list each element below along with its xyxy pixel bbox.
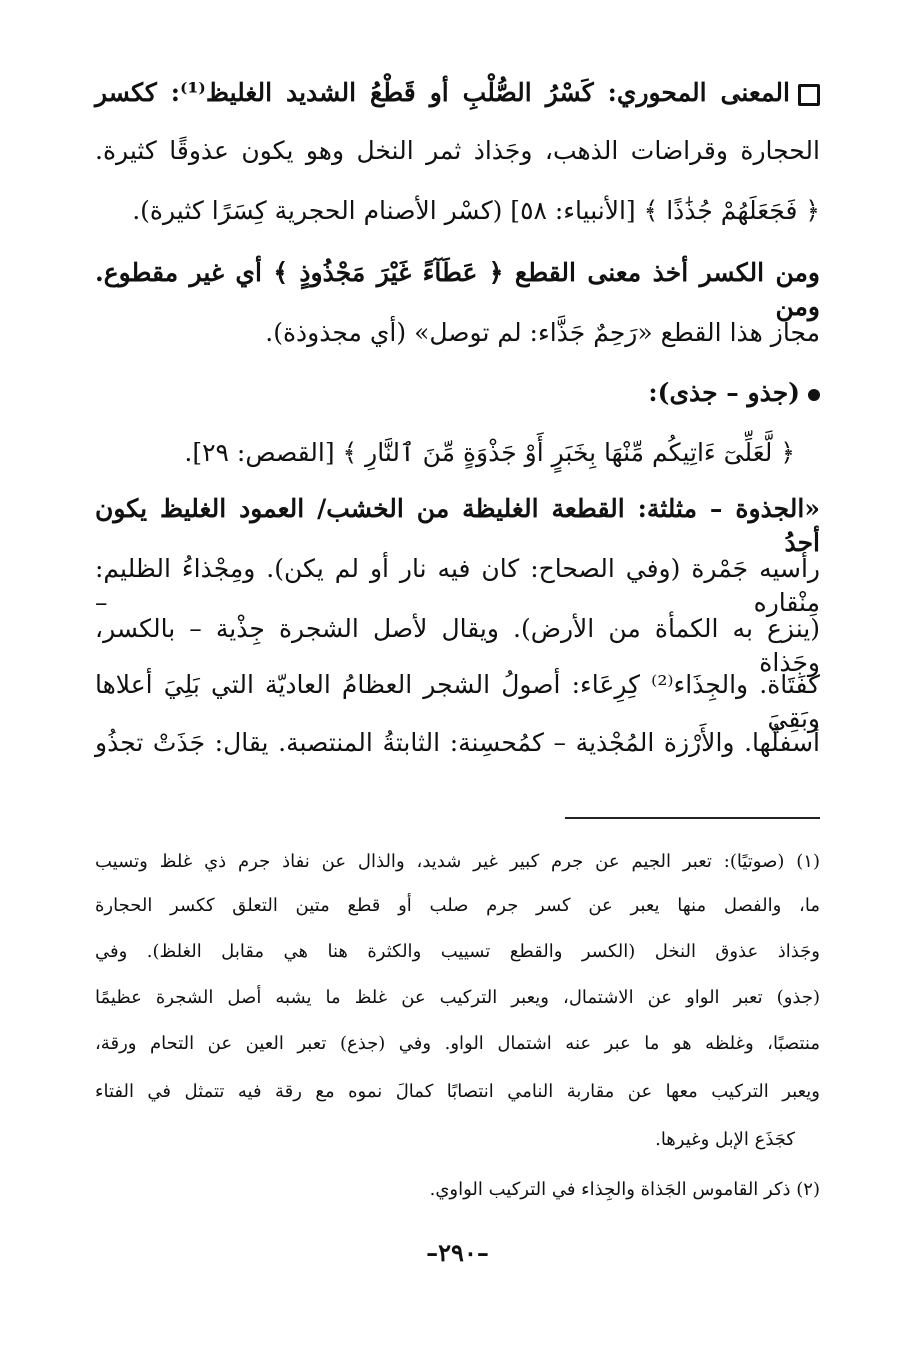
footnote-line-5 [95, 1030, 820, 1058]
footnote-line-5-text: منتصبًا، وغلظه هو ما عبر عنه اشتمال الواو. وفي (جذع) تعبر العين عن التحام ورقة، [95, 1033, 820, 1054]
section-heading [95, 376, 820, 410]
footnote-line-8 [95, 1176, 820, 1204]
main-line-9 [95, 552, 820, 617]
main-line-8-text: «الجذوة – مثلثة: القطعة الغليظة من الخشب/ العمود الغليظ يكون أحدُ [95, 494, 820, 557]
main-line-12 [95, 726, 820, 760]
footnote-line-4 [95, 984, 820, 1012]
footnote-line-3-text: وجَذاذ عذوق النخل (الكسر والقطع تسييب والكثرة هنا هي مقابل الغلظ). وفي [95, 941, 820, 962]
main-line-3-text: ﴿ فَجَعَلَهُمْ جُذَٰذًا ﴾ [الأنبياء: ٥٨] (كسْر الأصنام الحجرية كِسَرًا كثيرة). [132, 196, 820, 225]
footnote-line-7-text: كجَذَع الإبل وغيرها. [655, 1129, 795, 1150]
page-number: –٢٩٠– [426, 1238, 489, 1267]
main-line-11-text: كفَتَاة. والجِذَاء⁽²⁾ كِرِعَاء: أصولُ الشجر العظامُ العاديّة التي بَلِيَ أعلاها وبَقِيَ [95, 670, 820, 733]
main-line-12-text: أسفلُها. والأَرْزة المُجْذية – كمُحسِنة: الثابتةُ المنتصبة. يقال: جَذَتْ تجذُو [95, 728, 820, 757]
main-line-2 [95, 134, 820, 168]
main-line-4-text: ومن الكسر أخذ معنى القطع ﴿ عَطَآءً غَيْرَ مَجْذُوذٍ ﴾ أي غير مقطوع. ومن [95, 258, 820, 321]
footnote-line-3 [95, 938, 820, 966]
main-line-5-text: مجاز هذا القطع «رَحِمٌ جَذَّاء: لم توصل» (أي مجذوذة). [265, 318, 820, 347]
section-heading-text: (جذو – جذى): [648, 378, 800, 407]
footnote-line-4-text: (جذو) تعبر الواو عن الاشتمال، ويعبر التركيب عن غلظ ما يشبه أصل الشجرة عظيمًا [95, 987, 820, 1008]
footnote-separator [565, 817, 820, 819]
main-line-11 [95, 668, 820, 733]
footnote-line-2-text: ما، والفصل منها يعبر عن كسر جرم صلب أو قطع متين التعلق ككسر الحجارة [95, 895, 820, 916]
main-line-9-text: رأسيه جَمْرة (وفي الصحاح: كان فيه نار أو لم يكن). ومِجْذاءُ الظليم: مِنْقاره – [95, 554, 820, 617]
main-line-1-text: المعنى المحوري: كَسْرُ الصُّلْبِ أو قَطْعُ الشديد الغليظ⁽¹⁾: ككسر [95, 78, 790, 107]
main-line-7-text: ﴿ لَّعَلِّىٓ ءَاتِيكُم مِّنْهَا بِخَبَرٍ أَوْ جَذْوَةٍ مِّنَ ٱلنَّارِ ﴾ [القصص: ٢٩]. [184, 438, 795, 467]
main-line-3 [95, 194, 820, 228]
square-bullet-icon [798, 84, 820, 106]
main-line-8 [95, 492, 820, 557]
main-line-5 [95, 316, 820, 350]
footnote-line-2 [95, 892, 820, 920]
footnote-line-6 [95, 1078, 820, 1106]
main-line-2-text: الحجارة وقراضات الذهب، وجَذاذ ثمر النخل وهو يكون عذوقًا كثيرة. [95, 136, 820, 165]
footnote-line-1-text: (١) (صوتيًا): تعبر الجيم عن جرم كبير غير شديد، والذال عن نفاذ جرم ذي غلظ وتسيب [95, 851, 820, 872]
footnote-line-1 [95, 848, 820, 876]
main-line-7 [70, 436, 795, 470]
main-line-1 [95, 76, 820, 110]
footnote-line-6-text: ويعبر التركيب معها عن مقاربة النامي انتصابًا كمالَ نموه مع رقة فيه تتمثل في الفتاء [95, 1081, 820, 1102]
round-bullet-icon [808, 389, 820, 401]
main-line-4 [95, 256, 820, 321]
footnote-line-8-text: (٢) ذكر القاموس الجَذاة والجِذاء في التركيب الواوي. [429, 1179, 820, 1200]
footnote-line-7 [70, 1126, 795, 1154]
main-line-10 [95, 612, 820, 677]
main-line-10-text: (ينزع به الكمأة من الأرض). ويقال لأصل الشجرة جِذْية – بالكسر، وجَذاة [95, 614, 820, 677]
